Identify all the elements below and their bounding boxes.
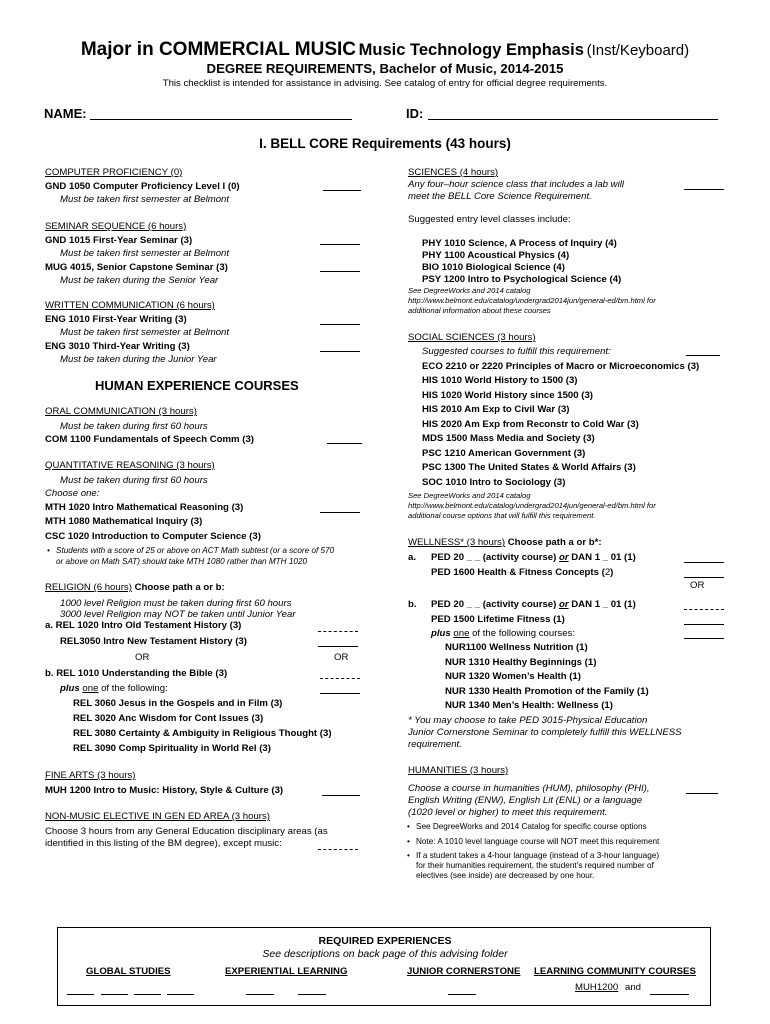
religion-b-course-1: b. REL 1010 Understanding the Bible (3) (45, 668, 228, 679)
id-label: ID: (406, 106, 424, 121)
religion-option-2: REL 3020 Anc Wisdom for Cont Issues (3) (73, 713, 264, 724)
title-major: Major in COMMERCIAL MUSIC (80, 39, 356, 60)
wellness-heading (408, 537, 602, 549)
social-course-3: HIS 1020 World History since 1500 (3) (422, 390, 593, 401)
wellness-a-course-2-text: PED 1600 Health & Fitness Concepts ( (431, 567, 605, 578)
wellness-a-course-1-post: DAN 1 _ 01 (1) (568, 552, 636, 563)
name-field[interactable] (90, 108, 352, 120)
social-course-7: PSC 1210 American Government (3) (422, 448, 586, 459)
quant-heading: QUANTITATIVE REASONING (3 hours) (45, 460, 215, 471)
social-course-9: SOC 1010 Intro to Sociology (3) (422, 477, 566, 488)
global-studies-label: GLOBAL STUDIES (86, 966, 171, 977)
humanities-bullet-2: • Note: A 1010 level language course will NOT meet this requirement (416, 837, 659, 847)
cp-course: GND 1050 Computer Proficiency Level I (0) (45, 181, 240, 192)
religion-one: one (82, 683, 99, 694)
sciences-course-3: BIO 1010 Biological Science (4) (422, 262, 565, 273)
wellness-title: WELLNESS* (3 hours) (408, 537, 506, 548)
written-blank-2[interactable] (320, 342, 360, 352)
title-paren: (Inst/Keyboard) (586, 42, 690, 59)
sciences-suggested: Suggested entry level classes include: (408, 214, 571, 225)
quant-note: Must be taken during first 60 hours (60, 475, 208, 486)
religion-choose: Choose path a or b: (134, 582, 225, 593)
religion-note-1: 1000 level Religion must be taken during first 60 hours (60, 598, 292, 609)
seminar-course-2: MUG 4015, Senior Capstone Seminar (3) (45, 262, 228, 273)
junior-cornerstone-blank[interactable] (448, 985, 476, 995)
sciences-heading: SCIENCES (4 hours) (408, 167, 499, 178)
human-experience-heading: HUMAN EXPERIENCE COURSES (95, 378, 299, 393)
social-course-1: ECO 2210 or 2220 Principles of Macro or Microeconomics (3) (422, 361, 700, 372)
global-blank-4[interactable] (167, 985, 194, 995)
religion-a-blank-1[interactable] (318, 622, 358, 632)
cp-blank[interactable] (323, 181, 361, 191)
sciences-see-1: See DegreeWorks and 2014 catalog (408, 286, 531, 295)
non-music-text-2: identified in this listing of the BM degree), except music: (45, 838, 282, 849)
religion-heading (45, 582, 225, 594)
fine-arts-heading: FINE ARTS (3 hours) (45, 770, 136, 781)
title-emphasis: Music Technology Emphasis (358, 41, 584, 59)
religion-note-2: 3000 level Religion may NOT be taken until Junior Year (60, 609, 296, 620)
wellness-plus-line (431, 628, 575, 640)
humanities-heading: HUMANITIES (3 hours) (408, 765, 509, 776)
wellness-a-course-1-pre: PED 20 _ _ (activity course) (431, 552, 559, 563)
quant-choose: Choose one: (45, 488, 100, 499)
wellness-b-or: or (558, 599, 569, 610)
fine-arts-course: MUH 1200 Intro to Music: History, Style & Culture (3) (45, 785, 284, 796)
religion-or-1: OR (135, 652, 150, 663)
sciences-text-1: Any four–hour science class that includes a lab will (408, 179, 624, 190)
sciences-course-2: PHY 1100 Acoustical Physics (4) (422, 250, 570, 261)
wellness-nur-5: NUR 1340 Men’s Health: Wellness (1) (445, 700, 613, 711)
written-blank-1[interactable] (320, 315, 360, 325)
wellness-a-course-2-num: 2 (604, 567, 611, 578)
name-label: NAME: (44, 106, 87, 121)
required-experiences-subtitle: See descriptions on back page of this advising folder (262, 948, 508, 960)
humanities-bullet-3-line-2: for their humanities requirement, the student’s required number of (416, 861, 654, 870)
wellness-nur-3: NUR 1320 Women’s Health (1) (445, 671, 581, 682)
wellness-footnote-3: requirement. (408, 739, 462, 750)
religion-option-4: REL 3090 Comp Spirituality in World Rel (3) (73, 743, 271, 754)
cp-heading: COMPUTER PROFICIENCY (0) (45, 167, 183, 178)
quant-bullet-line-2: or above on Math SAT) should take MTH 1080 rather than MTH 1020 (56, 557, 308, 566)
religion-a-course-2: REL3050 Intro New Testament History (3) (60, 636, 247, 647)
seminar-heading: SEMINAR SEQUENCE (6 hours) (45, 221, 187, 232)
social-course-6: MDS 1500 Mass Media and Society (3) (422, 433, 595, 444)
wellness-a-or: or (558, 552, 569, 563)
sciences-blank[interactable] (684, 180, 724, 190)
learning-community-label: LEARNING COMMUNITY COURSES (534, 966, 696, 977)
wellness-a-blank-2[interactable] (684, 568, 724, 578)
humanities-bullet-3-line-1: • If a student takes a 4-hour language (instead of a 3-hour language) (416, 851, 659, 861)
social-see-2: http://www.belmont.edu/catalog/undergrad2014jun/general-ed/bm.html for (408, 501, 656, 510)
social-see-1: See DegreeWorks and 2014 catalog (408, 491, 531, 500)
wellness-b-course-2: PED 1500 Lifetime Fitness (1) (431, 614, 565, 625)
religion-a-blank-2[interactable] (318, 637, 358, 647)
humanities-bullet-1: • See DegreeWorks and 2014 Catalog for specific course options (416, 822, 647, 832)
id-field[interactable] (428, 108, 718, 120)
quant-course-3: CSC 1020 Introduction to Computer Science (3) (45, 531, 261, 542)
global-blank-2[interactable] (101, 985, 128, 995)
religion-following: of the following: (98, 683, 168, 694)
wellness-plus: plus (431, 628, 451, 639)
social-course-4: HIS 2010 Am Exp to Civil War (3) (422, 404, 570, 415)
global-blank-1[interactable] (67, 985, 94, 995)
social-see-3: additional course options that will fulfill this requirement. (408, 511, 596, 520)
sciences-course-4: PSY 1200 Intro to Psychological Science (4) (422, 274, 622, 285)
religion-b-blank-1[interactable] (320, 669, 360, 679)
quant-course-1: MTH 1020 Intro Mathematical Reasoning (3) (45, 502, 244, 513)
quant-course-2: MTH 1080 Mathematical Inquiry (3) (45, 516, 203, 527)
non-music-heading: NON-MUSIC ELECTIVE IN GEN ED AREA (3 hours) (45, 811, 270, 822)
wellness-one: one (453, 628, 470, 639)
seminar-course-1: GND 1015 First-Year Seminar (3) (45, 235, 193, 246)
written-note-1: Must be taken first semester at Belmont (60, 327, 230, 338)
page-title (0, 38, 770, 62)
religion-plus: plus (60, 683, 80, 694)
religion-option-1: REL 3060 Jesus in the Gospels and in Film (3) (73, 698, 283, 709)
wellness-b-course-1-post: DAN 1 _ 01 (1) (568, 599, 636, 610)
wellness-b-blank-3[interactable] (684, 629, 724, 639)
seminar-note-1: Must be taken first semester at Belmont (60, 248, 230, 259)
wellness-b-blank-1[interactable] (684, 600, 724, 610)
non-music-blank[interactable] (318, 840, 358, 850)
global-blank-3[interactable] (134, 985, 161, 995)
social-sciences-blank[interactable] (686, 346, 720, 356)
written-heading: WRITTEN COMMUNICATION (6 hours) (45, 300, 215, 311)
social-course-5: HIS 2020 Am Exp from Reconstr to Cold War (3) (422, 419, 639, 430)
humanities-bullet-3-line-3: electives (see inside) are decreased by one hour. (416, 871, 595, 880)
oral-course: COM 1100 Fundamentals of Speech Comm (3) (45, 434, 254, 445)
written-course-1: ENG 1010 First-Year Writing (3) (45, 314, 187, 325)
wellness-a-label: a. (408, 552, 417, 563)
wellness-nur-2: NUR 1310 Healthy Beginnings (1) (445, 657, 597, 668)
non-music-text-1: Choose 3 hours from any General Education disciplinary areas (as (45, 826, 328, 837)
wellness-following: of the following courses: (469, 628, 576, 639)
wellness-b-course-1 (431, 599, 636, 611)
learning-community-and: and (625, 982, 642, 993)
sciences-course-1: PHY 1010 Science, A Process of Inquiry (4) (422, 238, 617, 249)
advising-note: This checklist is intended for assistance in advising. See catalog of entry for official degree requirements. (162, 78, 608, 89)
learning-community-blank[interactable] (650, 985, 689, 995)
written-course-2: ENG 3010 Third-Year Writing (3) (45, 341, 190, 352)
sciences-text-2: meet the BELL Core Science Requirement. (408, 191, 592, 202)
experiential-blank-2[interactable] (298, 985, 326, 995)
religion-a-course-1: a. REL 1020 Intro Old Testament History (3) (45, 620, 242, 631)
wellness-nur-1: NUR1100 Wellness Nutrition (1) (445, 642, 588, 653)
wellness-a-course-2-close: ) (610, 567, 614, 578)
required-experiences-title: REQUIRED EXPERIENCES (318, 935, 452, 947)
core-heading: I. BELL CORE Requirements (43 hours) (259, 136, 511, 151)
junior-cornerstone-label: JUNIOR CORNERSTONE (407, 966, 521, 977)
wellness-choose: Choose path a or b*: (507, 537, 602, 548)
wellness-footnote-1: * You may choose to take PED 3015-Physical Education (408, 715, 648, 726)
experiential-learning-label: EXPERIENTIAL LEARNING (225, 966, 348, 977)
seminar-blank-2[interactable] (320, 262, 360, 272)
written-note-2: Must be taken during the Junior Year (60, 354, 217, 365)
religion-or-2: OR (334, 652, 349, 663)
wellness-a-course-1 (431, 552, 636, 564)
wellness-or: OR (690, 580, 705, 591)
religion-plus-line (60, 683, 168, 695)
subtitle: DEGREE REQUIREMENTS, Bachelor of Music, 2014-2015 (206, 61, 564, 76)
social-sciences-suggested: Suggested courses to fulfill this requirement: (422, 346, 611, 357)
humanities-text-2: English Writing (ENW), English Lit (ENL) or a language (408, 795, 643, 806)
seminar-blank-1[interactable] (320, 235, 360, 245)
humanities-text-1: Choose a course in humanities (HUM), philosophy (PHI), (408, 783, 650, 794)
wellness-a-blank-1[interactable] (684, 553, 724, 563)
social-sciences-heading: SOCIAL SCIENCES (3 hours) (408, 332, 536, 343)
sciences-see-3: additional information about these courses (408, 306, 551, 315)
religion-option-3: REL 3080 Certainty & Ambiguity in Religious Thought (3) (73, 728, 332, 739)
experiential-blank-1[interactable] (246, 985, 274, 995)
sciences-see-2: http://www.belmont.edu/catalog/undergrad2014jun/general-ed/bm.html for (408, 296, 656, 305)
wellness-b-course-1-pre: PED 20 _ _ (activity course) (431, 599, 559, 610)
oral-note: Must be taken during first 60 hours (60, 421, 208, 432)
wellness-b-blank-2[interactable] (684, 615, 724, 625)
quant-bullet-line-1: • Students with a score of 25 or above on ACT Math subtest (or a score of 570 (56, 546, 334, 556)
quant-blank[interactable] (320, 503, 360, 513)
fine-arts-blank[interactable] (322, 786, 360, 796)
wellness-nur-4: NUR 1330 Health Promotion of the Family (1) (445, 686, 649, 697)
social-course-2: HIS 1010 World History to 1500 (3) (422, 375, 578, 386)
seminar-note-2: Must be taken during the Senior Year (60, 275, 219, 286)
oral-heading: ORAL COMMUNICATION (3 hours) (45, 406, 197, 417)
wellness-a-course-2 (431, 567, 613, 579)
wellness-footnote-2: Junior Cornerstone Seminar to completely fulfill this WELLNESS (408, 727, 682, 738)
wellness-b-label: b. (408, 599, 417, 610)
humanities-text-3: (1020 level or higher) to meet this requirement. (408, 807, 608, 818)
oral-blank[interactable] (327, 434, 362, 444)
cp-note: Must be taken first semester at Belmont (60, 194, 230, 205)
humanities-blank[interactable] (686, 784, 718, 794)
religion-title: RELIGION (6 hours) (45, 582, 132, 593)
religion-b-blank-2[interactable] (320, 684, 360, 694)
social-course-8: PSC 1300 The United States & World Affairs (3) (422, 462, 636, 473)
learning-community-course: MUH1200 (575, 982, 619, 993)
